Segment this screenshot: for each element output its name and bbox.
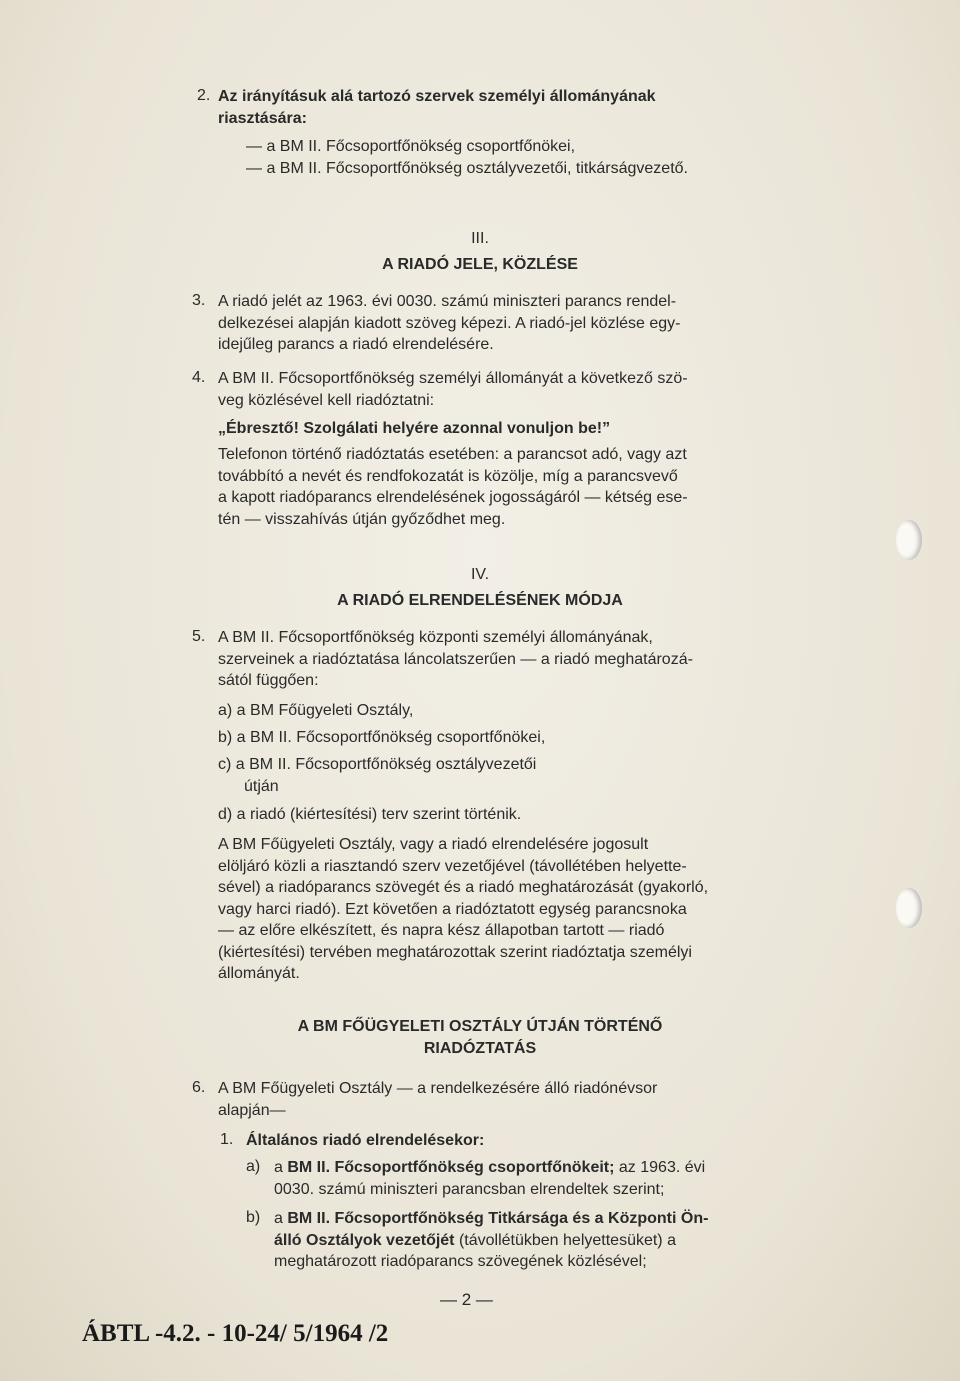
text-line: RIADÓZTATÁS [423, 1039, 537, 1057]
subitem-b [274, 1208, 708, 1273]
text-run-bold: BM II. Főcsoportfőnökség csoportfőnökeit; [287, 1159, 615, 1176]
text-line: idejűleg parancs a riadó elrendelésére. [218, 336, 494, 353]
item-number: 5. [192, 628, 206, 645]
section-numeral: III. [471, 230, 489, 247]
text-line: szerveinek a riadóztatása láncolatszerűen — a riadó meghatározá- [218, 650, 693, 668]
archive-reference: ÁBTL -4.2. - 10-24/ 5/1964 /2 [82, 1320, 389, 1347]
text-line: A BM Főügyeleti Osztály — a rendelkezésére álló riadónévsor [218, 1080, 658, 1097]
page-number: — 2 — [440, 1290, 493, 1309]
paragraph-4-telephone [218, 444, 688, 530]
text-line: riasztására: [218, 109, 307, 127]
paragraph-5 [218, 627, 693, 692]
text-line: útján [244, 778, 279, 795]
text-line: tén — visszahívás útján győződhet meg. [218, 510, 506, 528]
paragraph-2 [218, 86, 656, 129]
text-line: meghatározott riadóparancs szövegének közlésével; [274, 1253, 647, 1270]
text-line: vagy harci riadó). Ezt követően a riadóztatott egység parancsnoka [218, 900, 687, 918]
paragraph-4 [218, 368, 688, 411]
text-line: 0030. számú miniszteri parancsban elrendeltek szerint; [274, 1180, 665, 1198]
text-line: elöljáró közli a riasztandó szerv vezetőjével (távollétében helyette- [218, 857, 687, 875]
text-run: (távollétükben helyettesüket) a [454, 1231, 676, 1249]
subitem-label: b) [246, 1209, 261, 1226]
text-line [274, 1208, 708, 1230]
text-run: az 1963. évi [614, 1159, 706, 1176]
text-run: a [274, 1210, 288, 1227]
item-number: 6. [192, 1079, 206, 1096]
subitem-heading: Általános riadó elrendelésekor: [246, 1132, 485, 1149]
subitem-label: a) [246, 1158, 261, 1175]
text-line: sától függően: [218, 672, 319, 689]
text-line [274, 1157, 705, 1179]
text-run-bold: álló Osztályok vezetőjét [274, 1231, 455, 1249]
text-line: alapján— [218, 1101, 286, 1119]
punch-hole [896, 888, 922, 928]
text-line: A BM Főügyeleti Osztály, vagy a riadó elrendelésére jogosult [218, 836, 649, 853]
text-line: A BM FŐÜGYELETI OSZTÁLY ÚTJÁN TÖRTÉNŐ [297, 1018, 663, 1035]
text-line: (kiértesítési) tervében meghatározottak szerint riadóztatja személyi [218, 943, 692, 961]
list-item: b) a BM II. Főcsoportfőnökség csoportfőnökei, [218, 729, 546, 746]
alarm-quote: „Ébresztő! Szolgálati helyére azonnal vonuljon be!” [218, 420, 611, 437]
section-title: A RIADÓ JELE, KÖZLÉSE [382, 256, 578, 273]
section-numeral: IV. [470, 566, 490, 583]
list [246, 136, 688, 179]
text-line: — az előre elkészített, és napra kész állapotban tartott — riadó [218, 922, 665, 939]
paragraph-5-main [218, 834, 708, 985]
subitem-a [274, 1157, 705, 1200]
text-line: veg közlésével kell riadóztatni: [218, 391, 435, 409]
section-title: A RIADÓ ELRENDELÉSÉNEK MÓDJA [337, 592, 623, 609]
text-line: Telefonon történő riadóztatás esetében: a parancsot adó, vagy azt [218, 446, 687, 463]
text-line: A BM II. Főcsoportfőnökség központi személyi állományának, [218, 629, 653, 646]
text-run: a [274, 1159, 288, 1176]
text-line: A riadó jelét az 1963. évi 0030. számú miniszteri parancs rendel- [218, 293, 677, 310]
list-item: a) a BM Főügyeleti Osztály, [218, 702, 414, 719]
text-line: delkezései alapján kiadott szöveg képezi. A riadó-jel közlése egy- [218, 314, 681, 332]
item-number: 2. [197, 87, 211, 104]
item-number: 4. [192, 369, 206, 386]
section-title [220, 1016, 740, 1059]
text-line [274, 1230, 708, 1252]
punch-hole [896, 520, 922, 560]
text-line: állományát. [218, 965, 300, 982]
list-item: c) a BM II. Főcsoportfőnökség osztályvezetői [218, 756, 537, 773]
text-line: továbbító a nevét és rendfokozatát is közölje, míg a parancsvevő [218, 467, 678, 485]
text-run-bold: BM II. Főcsoportfőnökség Titkársága és a Központi Ön- [287, 1210, 709, 1227]
text-line: a kapott riadóparancs elrendelésének jogosságáról — kétség ese- [218, 489, 688, 506]
item-number: 3. [192, 292, 206, 309]
text-line: Az irányításuk alá tartozó szervek személyi állományának [218, 88, 656, 105]
text-line: A BM II. Főcsoportfőnökség személyi állományát a következő szö- [218, 370, 688, 387]
list-item: — a BM II. Főcsoportfőnökség csoportfőnökei, [246, 138, 576, 155]
paragraph-6 [218, 1078, 657, 1121]
text-line: sével) a riadóparancs szövegét és a riadó meghatározását (gyakorló, [218, 879, 709, 896]
list-item: d) a riadó (kiértesítési) terv szerint történik. [218, 806, 522, 823]
list-item: — a BM II. Főcsoportfőnökség osztályvezetői, titkárságvezető. [246, 159, 688, 177]
paragraph-3 [218, 291, 681, 356]
subitem-number: 1. [220, 1131, 234, 1148]
